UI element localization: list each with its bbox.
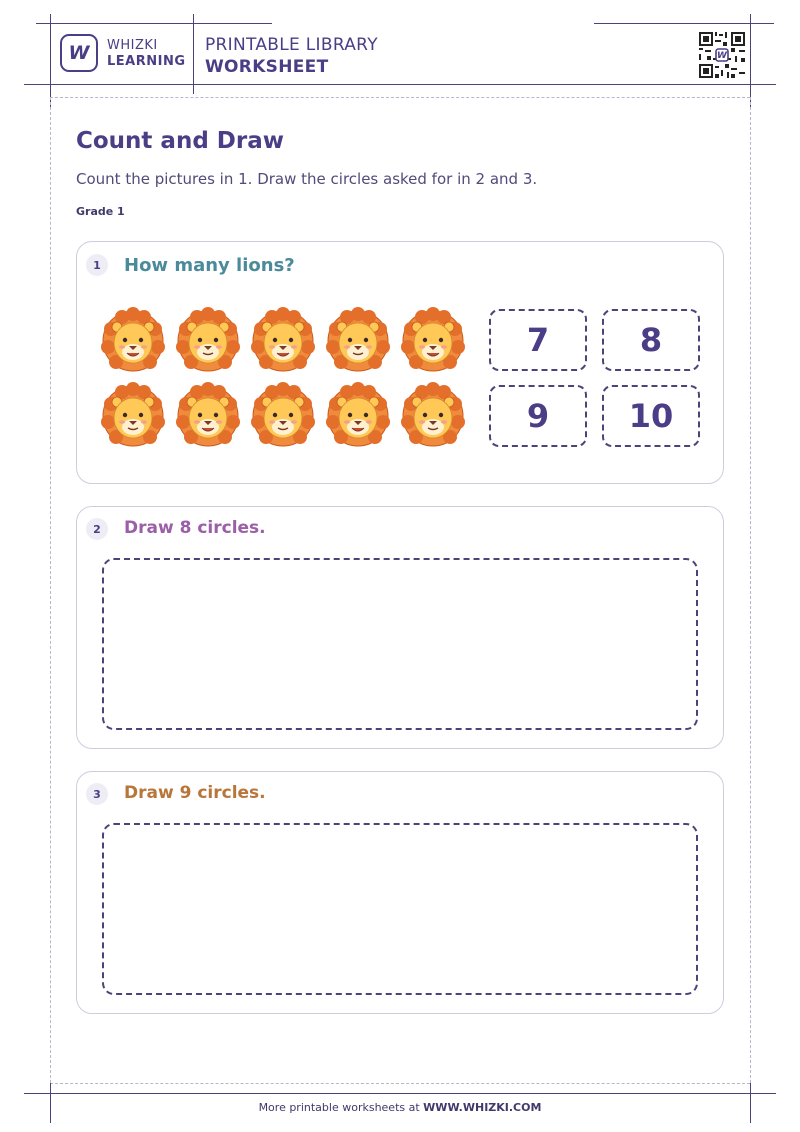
lion-face-icon <box>400 307 466 373</box>
lion-face-icon <box>325 382 391 448</box>
question-3-text: Draw 9 circles. <box>124 783 266 803</box>
worksheet-title: Count and Draw <box>76 128 284 154</box>
lion-face-icon <box>325 307 391 373</box>
header-divider <box>50 14 51 108</box>
question-2-text: Draw 8 circles. <box>124 518 266 538</box>
library-label <box>205 34 378 78</box>
question-2-number: 2 <box>86 518 108 540</box>
lion-face-icon <box>400 382 466 448</box>
answer-option-10[interactable]: 10 <box>602 385 700 447</box>
footer-prefix: More printable worksheets at <box>258 1101 424 1114</box>
page-border-top <box>50 97 750 98</box>
svg-text:W: W <box>717 51 727 61</box>
page-border-left <box>50 97 51 1083</box>
brand-line-1: WHIZKI <box>107 38 158 53</box>
answer-option-9[interactable]: 9 <box>489 385 587 447</box>
grade-label: Grade 1 <box>76 205 125 218</box>
header-divider <box>193 14 194 94</box>
question-3-drawing-area[interactable] <box>102 823 698 995</box>
whizki-logo <box>60 34 98 72</box>
brand-line-2: LEARNING <box>107 54 186 69</box>
library-line-1: PRINTABLE LIBRARY <box>205 35 378 55</box>
footer-website-link[interactable]: WWW.WHIZKI.COM <box>423 1101 542 1114</box>
logo-letter: W <box>68 42 90 64</box>
page-border-right <box>750 97 751 1083</box>
library-line-2: WORKSHEET <box>205 57 329 77</box>
question-1-text: How many lions? <box>124 255 295 276</box>
lion-face-icon <box>250 307 316 373</box>
qr-code-icon <box>697 30 747 80</box>
brand-name <box>107 38 186 70</box>
header-divider <box>750 14 751 108</box>
question-3-number: 3 <box>86 783 108 805</box>
lion-face-icon <box>175 382 241 448</box>
question-2-drawing-area[interactable] <box>102 558 698 730</box>
lion-face-icon <box>100 382 166 448</box>
header-top-line <box>36 23 272 24</box>
footer-text <box>0 1101 800 1114</box>
answer-option-8[interactable]: 8 <box>602 309 700 371</box>
lion-face-icon <box>250 382 316 448</box>
page-border-bottom <box>50 1083 750 1084</box>
lion-face-icon <box>100 307 166 373</box>
worksheet-instructions: Count the pictures in 1. Draw the circles asked for in 2 and 3. <box>76 170 538 188</box>
answer-option-7[interactable]: 7 <box>489 309 587 371</box>
question-1-number: 1 <box>86 254 108 276</box>
lion-face-icon <box>175 307 241 373</box>
header-top-line <box>594 23 774 24</box>
footer-line <box>24 1093 776 1094</box>
header-bottom-line <box>24 84 776 85</box>
